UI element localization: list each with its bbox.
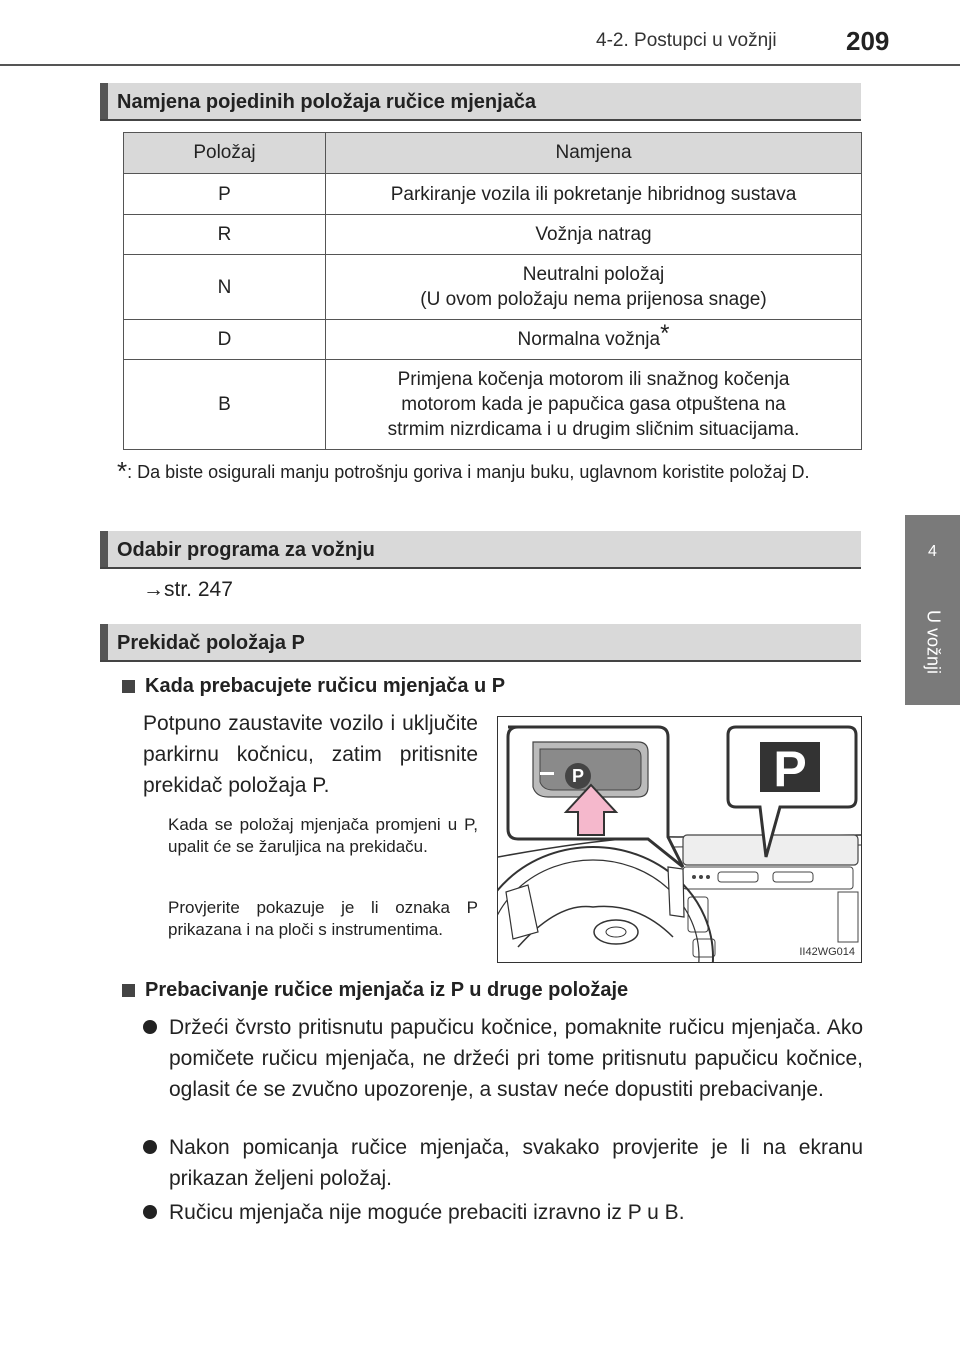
chapter-label: U vožnji	[923, 609, 944, 675]
footnote-text: : Da biste osigurali manju potrošnju goriva i manju buku, uglavnom koristite položaj D.	[127, 462, 810, 482]
bullet-dot-icon	[143, 1020, 157, 1034]
table-row	[124, 215, 862, 255]
section-title: Namjena pojedinih položaja ručice mjenjača	[117, 91, 537, 113]
square-bullet-icon	[122, 680, 135, 693]
bullet-dot-icon	[143, 1140, 157, 1154]
section-heading-drive-mode	[100, 531, 861, 569]
page-header	[0, 0, 960, 70]
purpose-cell: Neutralni položaj (U ovom položaju nema prijenosa snage)	[326, 255, 862, 320]
footnote-marker: *	[660, 320, 670, 347]
dashboard-drawing	[498, 717, 862, 963]
table-footnote	[117, 457, 862, 486]
chapter-number: 4	[928, 543, 937, 560]
list-item: Nakon pomicanja ručice mjenjača, svakako provjerite je li na ekranu prikazan željeni položaj.	[143, 1132, 863, 1194]
switch-p-letter: P	[571, 766, 585, 786]
column-header-purpose: Namjena	[326, 133, 862, 174]
subsection-heading-shift-from-p: Prebacivanje ručice mjenjača iz P u druge položaje	[122, 979, 628, 1002]
footnote-star: *	[117, 456, 128, 486]
chapter-side-tab	[905, 515, 960, 705]
purpose-cell: Parkiranje vozila ili pokretanje hibridnog sustava	[326, 174, 862, 215]
list-item: Držeći čvrsto pritisnutu papučicu kočnice, pomaknite ručicu mjenjača. Ako pomičete ručicu mjenjača, ne držeći pri tome pritisnutu papučicu kočnice, oglasit će se zvučno upozorenje, a sustav neće dopustiti prebacivanje.	[143, 1012, 863, 1105]
table-row	[124, 320, 862, 360]
subsection-heading-shift-to-p: Kada prebacujete ručicu mjenjača u P	[122, 675, 505, 698]
bullet-dot-icon	[143, 1205, 157, 1219]
purpose-cell: Primjena kočenja motorom ili snažnog kočenja motorom kada je papučica gasa otpuštena na strmim nizrdicama i u drugim sličnim situacijama.	[326, 360, 862, 450]
list-item: Ručicu mjenjača nije moguće prebaciti izravno iz P u B.	[143, 1197, 863, 1228]
column-header-position: Položaj	[124, 133, 326, 174]
p-switch-illustration	[497, 716, 862, 963]
instruction-text: Potpuno zaustavite vozilo i uključite parkirnu kočnicu, zatim pritisnite prekidač položaja P.	[143, 712, 478, 797]
section-title: Odabir programa za vožnju	[117, 539, 375, 561]
table-row	[124, 174, 862, 215]
table-row	[124, 360, 862, 450]
page-number: 209	[846, 26, 890, 56]
purpose-cell: Normalna vožnja*	[326, 320, 862, 360]
position-cell: P	[124, 174, 326, 215]
position-cell: D	[124, 320, 326, 360]
position-cell: B	[124, 360, 326, 450]
purpose-cell: Vožnja natrag	[326, 215, 862, 255]
square-bullet-icon	[122, 984, 135, 997]
table-header-row	[124, 133, 862, 174]
note-text: Kada se položaj mjenjača promjeni u P, upalit će se žaruljica na prekidaču.	[168, 815, 478, 856]
note-text: Provjerite pokazuje je li oznaka P prikazana i na ploči s instrumentima.	[168, 898, 478, 939]
header-divider	[0, 64, 960, 66]
chapter-title: 4-2. Postupci u vožnji	[596, 30, 777, 51]
section-heading-positions	[100, 83, 861, 121]
position-cell: R	[124, 215, 326, 255]
table-row	[124, 255, 862, 320]
position-cell: N	[124, 255, 326, 320]
section-heading-p-switch	[100, 624, 861, 662]
shift-position-table	[123, 132, 862, 450]
display-p-letter: P	[773, 741, 807, 797]
section-title: Prekidač položaja P	[117, 632, 305, 654]
figure-code: II42WG014	[799, 946, 855, 958]
page-reference-link[interactable]: →str. 247	[143, 578, 233, 601]
